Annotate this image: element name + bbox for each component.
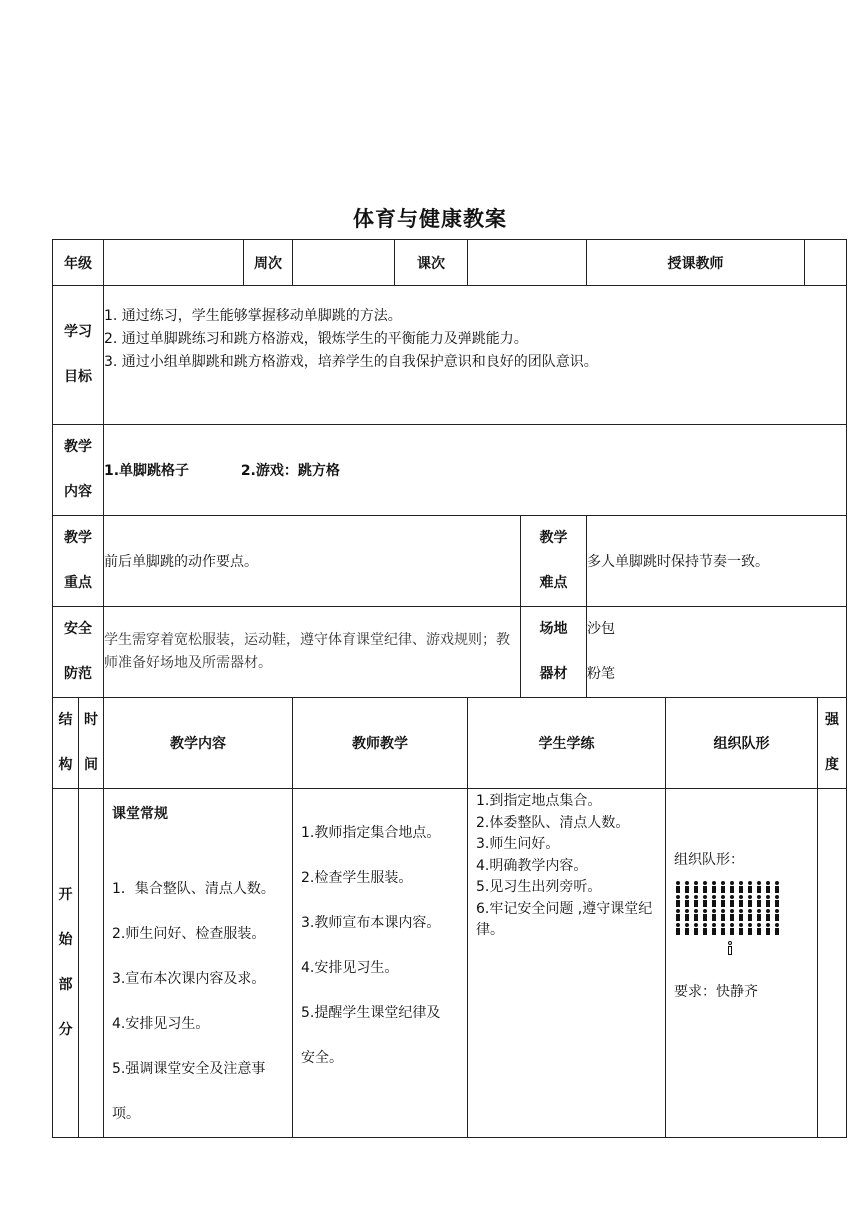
lesson-value — [468, 240, 587, 286]
student-figure-icon — [728, 895, 736, 907]
teacher-item: 1.教师指定集合地点。 — [301, 825, 441, 841]
venue-label: 场地 器材 — [521, 607, 587, 698]
student-figure-icon — [710, 881, 718, 893]
student-figure-icon — [719, 881, 727, 893]
content-items — [104, 425, 847, 516]
difficulty-label: 教学 难点 — [521, 516, 587, 607]
formation-label: 组织队形： — [674, 852, 744, 868]
student-figure-icon — [701, 909, 709, 921]
student-figure-icon — [683, 909, 691, 921]
week-value — [293, 240, 395, 286]
header-row — [53, 240, 847, 286]
student-figure-icon — [755, 923, 763, 935]
student-formation-figure — [674, 881, 811, 935]
start-part-content — [104, 789, 293, 1138]
objectives-list — [104, 286, 847, 425]
student-item: 6.牢记安全问题 ,遵守课堂纪律。 — [476, 900, 653, 938]
structure-header: 结 构 — [53, 698, 79, 789]
key-points-label: 教学 重点 — [53, 516, 104, 607]
student-figure-icon — [773, 923, 781, 935]
student-figure-icon — [701, 895, 709, 907]
teacher-item: 安全。 — [301, 1050, 343, 1066]
student-figure-icon — [692, 923, 700, 935]
content-header: 教学内容 — [104, 698, 293, 789]
grade-value — [104, 240, 244, 286]
student-figure-icon — [683, 881, 691, 893]
student-figure-icon — [692, 909, 700, 921]
difficulty-text: 多人单脚跳时保持节奏一致。 — [587, 516, 847, 607]
student-figure-icon — [755, 895, 763, 907]
content-label: 教学 内容 — [53, 425, 104, 516]
teacher-item: 4.安排见习生。 — [301, 960, 399, 976]
student-figure-icon — [746, 895, 754, 907]
student-figure-icon — [701, 881, 709, 893]
student-item: 5.见习生出列旁听。 — [476, 879, 602, 895]
teacher-label: 授课教师 — [587, 240, 805, 286]
start-part-row — [53, 789, 847, 1138]
student-figure-icon — [737, 923, 745, 935]
safety-text: 学生需穿着宽松服装，运动鞋，遵守体育课堂纪律、游戏规则；教师准备好场地及所需器材。 — [104, 607, 521, 698]
lesson-label: 课次 — [395, 240, 468, 286]
student-figure-icon — [737, 895, 745, 907]
start-part-formation — [666, 789, 818, 1138]
content-item: 3.宣布本次课内容及求。 — [112, 971, 266, 987]
formation-header: 组织队形 — [666, 698, 818, 789]
student-figure-icon — [710, 895, 718, 907]
content-item: 5.强调课堂安全及注意事项。 — [112, 1061, 266, 1122]
page-title: 体育与健康教案 — [353, 207, 507, 231]
student-figure-icon — [755, 909, 763, 921]
key-points-text: 前后单脚跳的动作要点。 — [104, 516, 521, 607]
student-figure-icon — [683, 923, 691, 935]
week-label: 周次 — [244, 240, 293, 286]
content-item: 1．集合整队、清点人数。 — [112, 881, 275, 897]
start-part-student — [468, 789, 666, 1138]
safety-label: 安全 防范 — [53, 607, 104, 698]
student-figure-icon — [764, 909, 772, 921]
student-figure-icon — [746, 923, 754, 935]
content-item: 2.师生问好、检查服装。 — [112, 926, 266, 942]
time-header: 时 间 — [79, 698, 104, 789]
student-figure-icon — [683, 895, 691, 907]
objective-item: 1. 通过练习，学生能够掌握移动单脚跳的方法。 — [104, 307, 402, 324]
teacher-value — [805, 240, 847, 286]
content-item-2: 2.游戏：跳方格 — [240, 463, 340, 479]
venue-items — [587, 607, 847, 698]
student-figure-icon — [710, 923, 718, 935]
student-figure-icon — [764, 881, 772, 893]
teacher-header: 教师教学 — [293, 698, 468, 789]
student-header: 学生学练 — [468, 698, 666, 789]
content-row — [53, 425, 847, 516]
student-figure-icon — [719, 895, 727, 907]
student-figure-icon — [674, 881, 682, 893]
student-figure-icon — [674, 895, 682, 907]
student-figure-icon — [674, 909, 682, 921]
student-figure-icon — [773, 895, 781, 907]
start-part-intensity — [818, 789, 847, 1138]
objectives-row — [53, 286, 847, 425]
student-item: 3.师生问好。 — [476, 836, 560, 852]
student-figure-icon — [692, 895, 700, 907]
content-item-1: 1.单脚跳格子 — [104, 463, 190, 479]
student-figure-icon — [773, 881, 781, 893]
student-figure-icon — [728, 909, 736, 921]
formation-requirement: 要求：快静齐 — [674, 984, 758, 1000]
key-points-row — [53, 516, 847, 607]
teacher-item: 5.提醒学生课堂纪律及 — [301, 1005, 441, 1021]
venue-item: 粉笔 — [587, 666, 615, 682]
teacher-item: 2.检查学生服装。 — [301, 870, 413, 886]
student-figure-icon — [746, 881, 754, 893]
student-figure-icon — [773, 909, 781, 921]
grade-label: 年级 — [53, 240, 104, 286]
student-item: 2.体委整队、清点人数。 — [476, 814, 630, 831]
student-figure-icon — [764, 923, 772, 935]
student-figure-icon — [701, 923, 709, 935]
routine-title: 课堂常规 — [112, 806, 168, 822]
student-figure-icon — [692, 881, 700, 893]
student-figure-icon — [764, 895, 772, 907]
objectives-label: 学习 目标 — [53, 286, 104, 425]
lesson-plan-table — [52, 239, 847, 1138]
student-figure-icon — [755, 881, 763, 893]
student-item: 1.到指定地点集合。 — [476, 793, 602, 809]
content-item: 4.安排见习生。 — [112, 1016, 210, 1032]
column-header-row — [53, 698, 847, 789]
objective-item: 2. 通过单脚跳练习和跳方格游戏，锻炼学生的平衡能力及弹跳能力。 — [104, 330, 528, 347]
student-figure-icon — [710, 909, 718, 921]
objective-item: 3. 通过小组单脚跳和跳方格游戏，培养学生的自我保护意识和良好的团队意识。 — [104, 353, 598, 370]
teacher-figure-icon — [726, 941, 734, 955]
start-part-structure: 开 始 部 分 — [53, 789, 79, 1138]
student-figure-icon — [746, 909, 754, 921]
student-item: 4.明确教学内容。 — [476, 857, 588, 874]
intensity-header: 强 度 — [818, 698, 847, 789]
student-figure-icon — [728, 881, 736, 893]
student-figure-icon — [719, 923, 727, 935]
student-figure-icon — [737, 881, 745, 893]
start-part-time — [79, 789, 104, 1138]
student-figure-icon — [728, 923, 736, 935]
start-part-teacher — [293, 789, 468, 1138]
venue-item: 沙包 — [587, 621, 615, 637]
teacher-item: 3.教师宣布本课内容。 — [301, 915, 441, 931]
student-figure-icon — [674, 923, 682, 935]
safety-row — [53, 607, 847, 698]
student-figure-icon — [737, 909, 745, 921]
student-figure-icon — [719, 909, 727, 921]
